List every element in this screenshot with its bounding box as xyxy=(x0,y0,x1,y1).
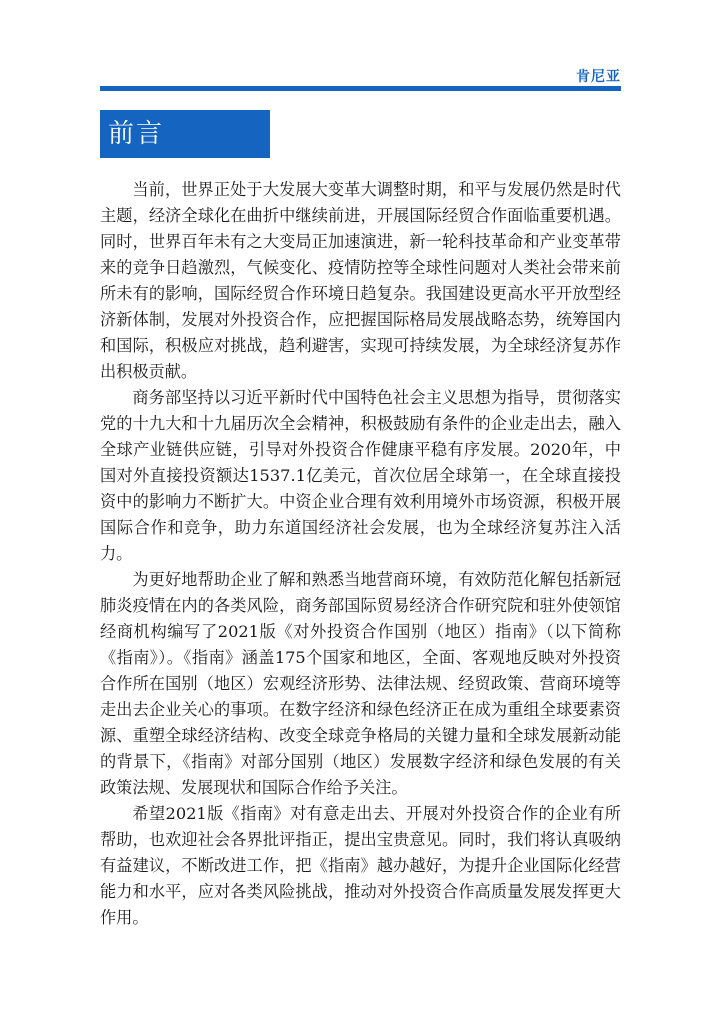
section-title: 前言 xyxy=(108,119,165,149)
paragraph: 当前，世界正处于大发展大变革大调整时期，和平与发展仍然是时代主题，经济全球化在曲折中继续前进，开展国际经贸合作面临重要机遇。同时，世界百年未有之大变局正加速演进，新一轮科技革命和产业变革带来的竞争日趋激烈，气候变化、疫情防控等全球性问题对人类社会带来前所未有的影响，国际经贸合作环境日趋复杂。我国建设更高水平开放型经济新体制，发展对外投资合作，应把握国际格局发展战略态势，统筹国内和国际，积极应对挑战，趋利避害，实现可持续发展，为全球经济复苏作出积极贡献。 xyxy=(100,180,621,381)
paragraph: 为更好地帮助企业了解和熟悉当地营商环境，有效防范化解包括新冠肺炎疫情在内的各类风险，商务部国际贸易经济合作研究院和驻外使领馆经商机构编写了2021版《对外投资合作国别（地区）指南》（以下简称《指南》）。《指南》涵盖175个国家和地区，全面、客观地反映对外投资合作所在国别（地区）宏观经济形势、法律法规、经贸政策、营商环境等走出去企业关心的事项。在数字经济和绿色经济正在成为重组全球要素资源、重塑全球经济结构、改变全球竞争格局的关键力量和全球发展新动能的背景下，《指南》对部分国别（地区）发展数字经济和绿色发展的有关政策法规、发展现状和国际合作给予关注。 xyxy=(100,570,621,797)
header-divider xyxy=(100,86,621,91)
header-country-name: 肯尼亚 xyxy=(576,69,621,85)
paragraph: 希望2021版《指南》对有意走出去、开展对外投资合作的企业有所帮助，也欢迎社会各界批评指正，提出宝贵意见。同时，我们将认真吸纳有益建议，不断改进工作，把《指南》越办越好，为提升企业国际化经营能力和水平，应对各类风险挑战，推动对外投资合作高质量发展发挥更大作用。 xyxy=(100,804,621,927)
preface-body xyxy=(100,177,621,931)
paragraph: 商务部坚持以习近平新时代中国特色社会主义思想为指导，贯彻落实党的十九大和十九届历次全会精神，积极鼓励有条件的企业走出去，融入全球产业链供应链，引导对外投资合作健康平稳有序发展。2020年，中国对外直接投资额达1537.1亿美元，首次位居全球第一，在全球直接投资中的影响力不断扩大。中资企业合理有效利用境外市场资源，积极开展国际合作和竞争，助力东道国经济社会发展，也为全球经济复苏注入活力。 xyxy=(100,388,621,563)
